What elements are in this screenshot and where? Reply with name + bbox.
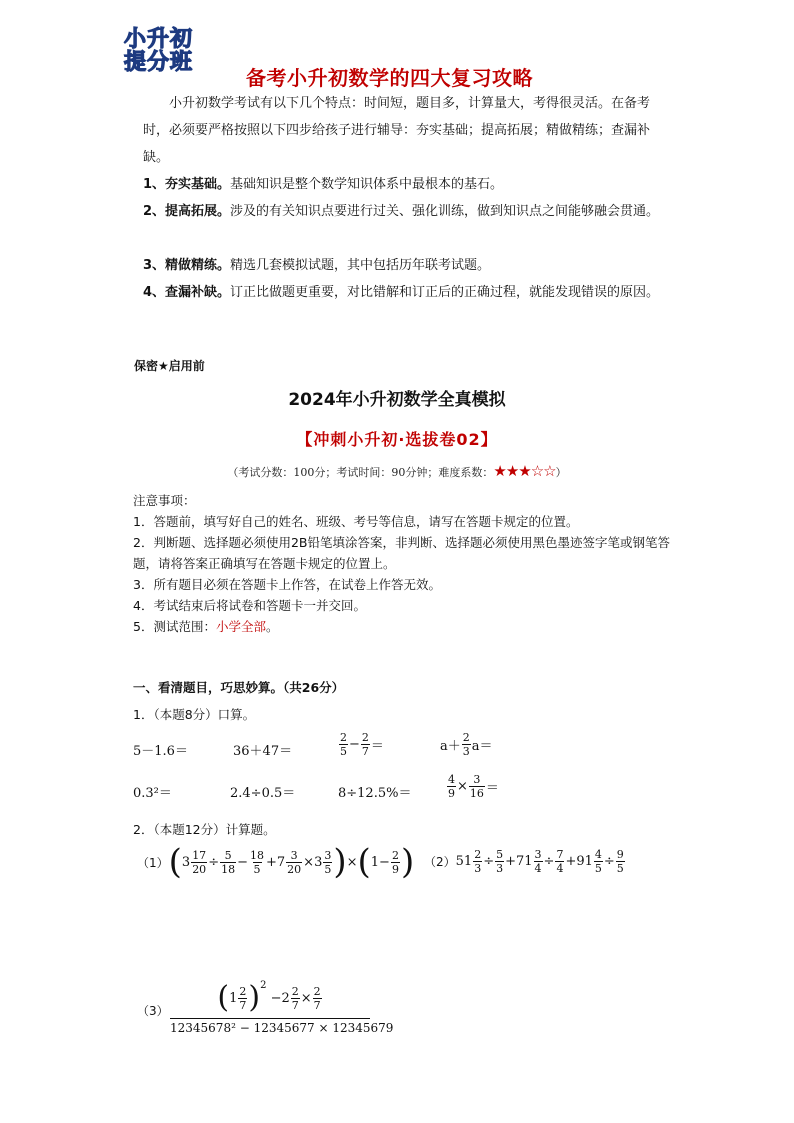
note-range-end: 。 [265,619,279,634]
exam-score-line [0,462,794,480]
strategy-item-label: 3、精做精练。 [143,258,231,273]
oral-a3: $\frac{2}{5}$ − $\frac{2}{7}$ ＝ [340,731,384,758]
difficulty-stars-filled: ★★★ [493,462,531,480]
section-1-title: 一、看清题目，巧思妙算。（共26分） [133,680,345,695]
oral-a4 [440,731,493,758]
strategy-item-label: 2、提高拓展。 [143,204,231,219]
oral-a1: 5－1.6＝ [133,744,188,759]
strategy-item-label: 4、查漏补缺。 [143,285,231,300]
oral-b2: 2.4÷0.5＝ [230,786,296,801]
exam-notes [133,490,673,637]
confidential-label: 保密★启用前 [134,359,205,373]
note-item: 4．考试结束后将试卷和答题卡一并交回。 [133,598,366,613]
equals-sign: ＝ [485,781,499,796]
calc-1: （1） ( 3 $\frac{17}{20}$ ÷ $\frac{5}{18}$ − $\frac{18}{5}$ +7 $\frac{3}{20}$ ×3 $\frac{3}{5}$ ) × ( 1− $\frac{2}{9}$ ) [137,842,415,882]
note-range-label: 5．测试范围： [133,619,216,634]
score-info-end: ） [555,466,567,479]
score-info: （考试分数：100分；考试时间：90分钟；难度系数： [227,466,494,479]
oral-a4-head: a＋ [440,739,461,754]
fraction: $\frac{4}{9}$ [448,773,455,800]
calc-3 [170,978,394,1035]
note-item: 2．判断题、选择题必须使用2B铅笔填涂答案，非判断、选择题必须使用黑色墨迹签字笔或钢笔答题，请将答案正确填写在答题卡规定的位置上。 [133,535,670,571]
strategy-item-text: 精选几套模拟试题，其中包括历年联考试题。 [230,258,491,273]
strategy-title: 备考小升初数学的四大复习攻略 [246,66,533,90]
logo-line-2: 提分班 [124,50,194,75]
strategy-item-label: 1、夯实基础。 [143,177,231,192]
note-range-value: 小学全部 [215,619,266,634]
question-2-label: 2．（本题12分）计算题。 [133,822,276,837]
strategy-item-3 [143,252,663,279]
question-1-label: 1．（本题8分）口算。 [133,707,256,722]
strategy-item-text: 订正比做题更重要，对比错解和订正后的正确过程，就能发现错误的原因。 [230,285,660,300]
fraction: $\frac{2}{7}$ [361,731,369,758]
strategy-item-2 [143,198,663,225]
oral-a4-tail: a＝ [471,739,493,754]
calc-3-label: （3） [137,1004,169,1018]
equals-sign: ＝ [370,739,384,754]
strategy-item-1 [143,171,663,198]
oral-a2: 36＋47＝ [233,744,293,759]
calc-3-numerator: ( 1 $\frac{2}{7}$ ) $^2$ −2 $\frac{2}{7}$ × $\frac{2}{7}$ [217,980,321,1015]
calc-2-label: （2） [424,855,456,869]
exam-title: 2024年小升初数学全真模拟 [288,390,506,410]
fraction: $\frac{3}{16}$ [469,773,484,800]
note-item: 3．所有题目必须在答题卡上作答，在试卷上作答无效。 [133,577,441,592]
note-item: 1．答题前，填写好自己的姓名、班级、考号等信息，请写在答题卡规定的位置。 [133,514,579,529]
brand-logo [124,28,210,82]
fraction: $\frac{2}{3}$ [462,731,470,758]
fraction: $\frac{2}{5}$ [340,731,347,758]
oral-b3: 8÷12.5%＝ [338,786,412,801]
calc-1-label: （1） [137,855,169,870]
difficulty-stars-empty: ☆☆ [530,462,556,480]
calc-2: （2） 51 $\frac{2}{3}$ ÷ $\frac{5}{3}$ +71 $\frac{3}{4}$ ÷ $\frac{7}{4}$ +91 $\frac{4}{5}$ ÷ $\frac{9}{5}$ [424,848,624,875]
note-item [133,616,673,637]
exam-subtitle: 【冲刺小升初·选拔卷02】 [296,430,498,449]
logo-line-1: 小升初 [124,27,194,52]
oral-b1: 0.3²＝ [133,786,172,801]
strategy-item-text: 基础知识是整个数学知识体系中最根本的基石。 [230,177,504,192]
strategy-intro: 小升初数学考试有以下几个特点：时间短，题目多，计算量大，考得很灵活。在备考时，必须要严格按照以下四步给孩子进行辅导：夯实基础；提高拓展；精做精练；查漏补缺。 [143,96,651,165]
strategy-item-text: 涉及的有关知识点要进行过关、强化训练，做到知识点之间能够融会贯通。 [230,204,660,219]
strategy-item-4 [143,279,663,306]
notes-heading: 注意事项： [133,493,196,508]
oral-b4: $\frac{4}{9}$ × $\frac{3}{16}$ ＝ [448,773,499,800]
calc-3-denominator: 12345678² − 12345677 × 12345679 [170,1018,370,1035]
